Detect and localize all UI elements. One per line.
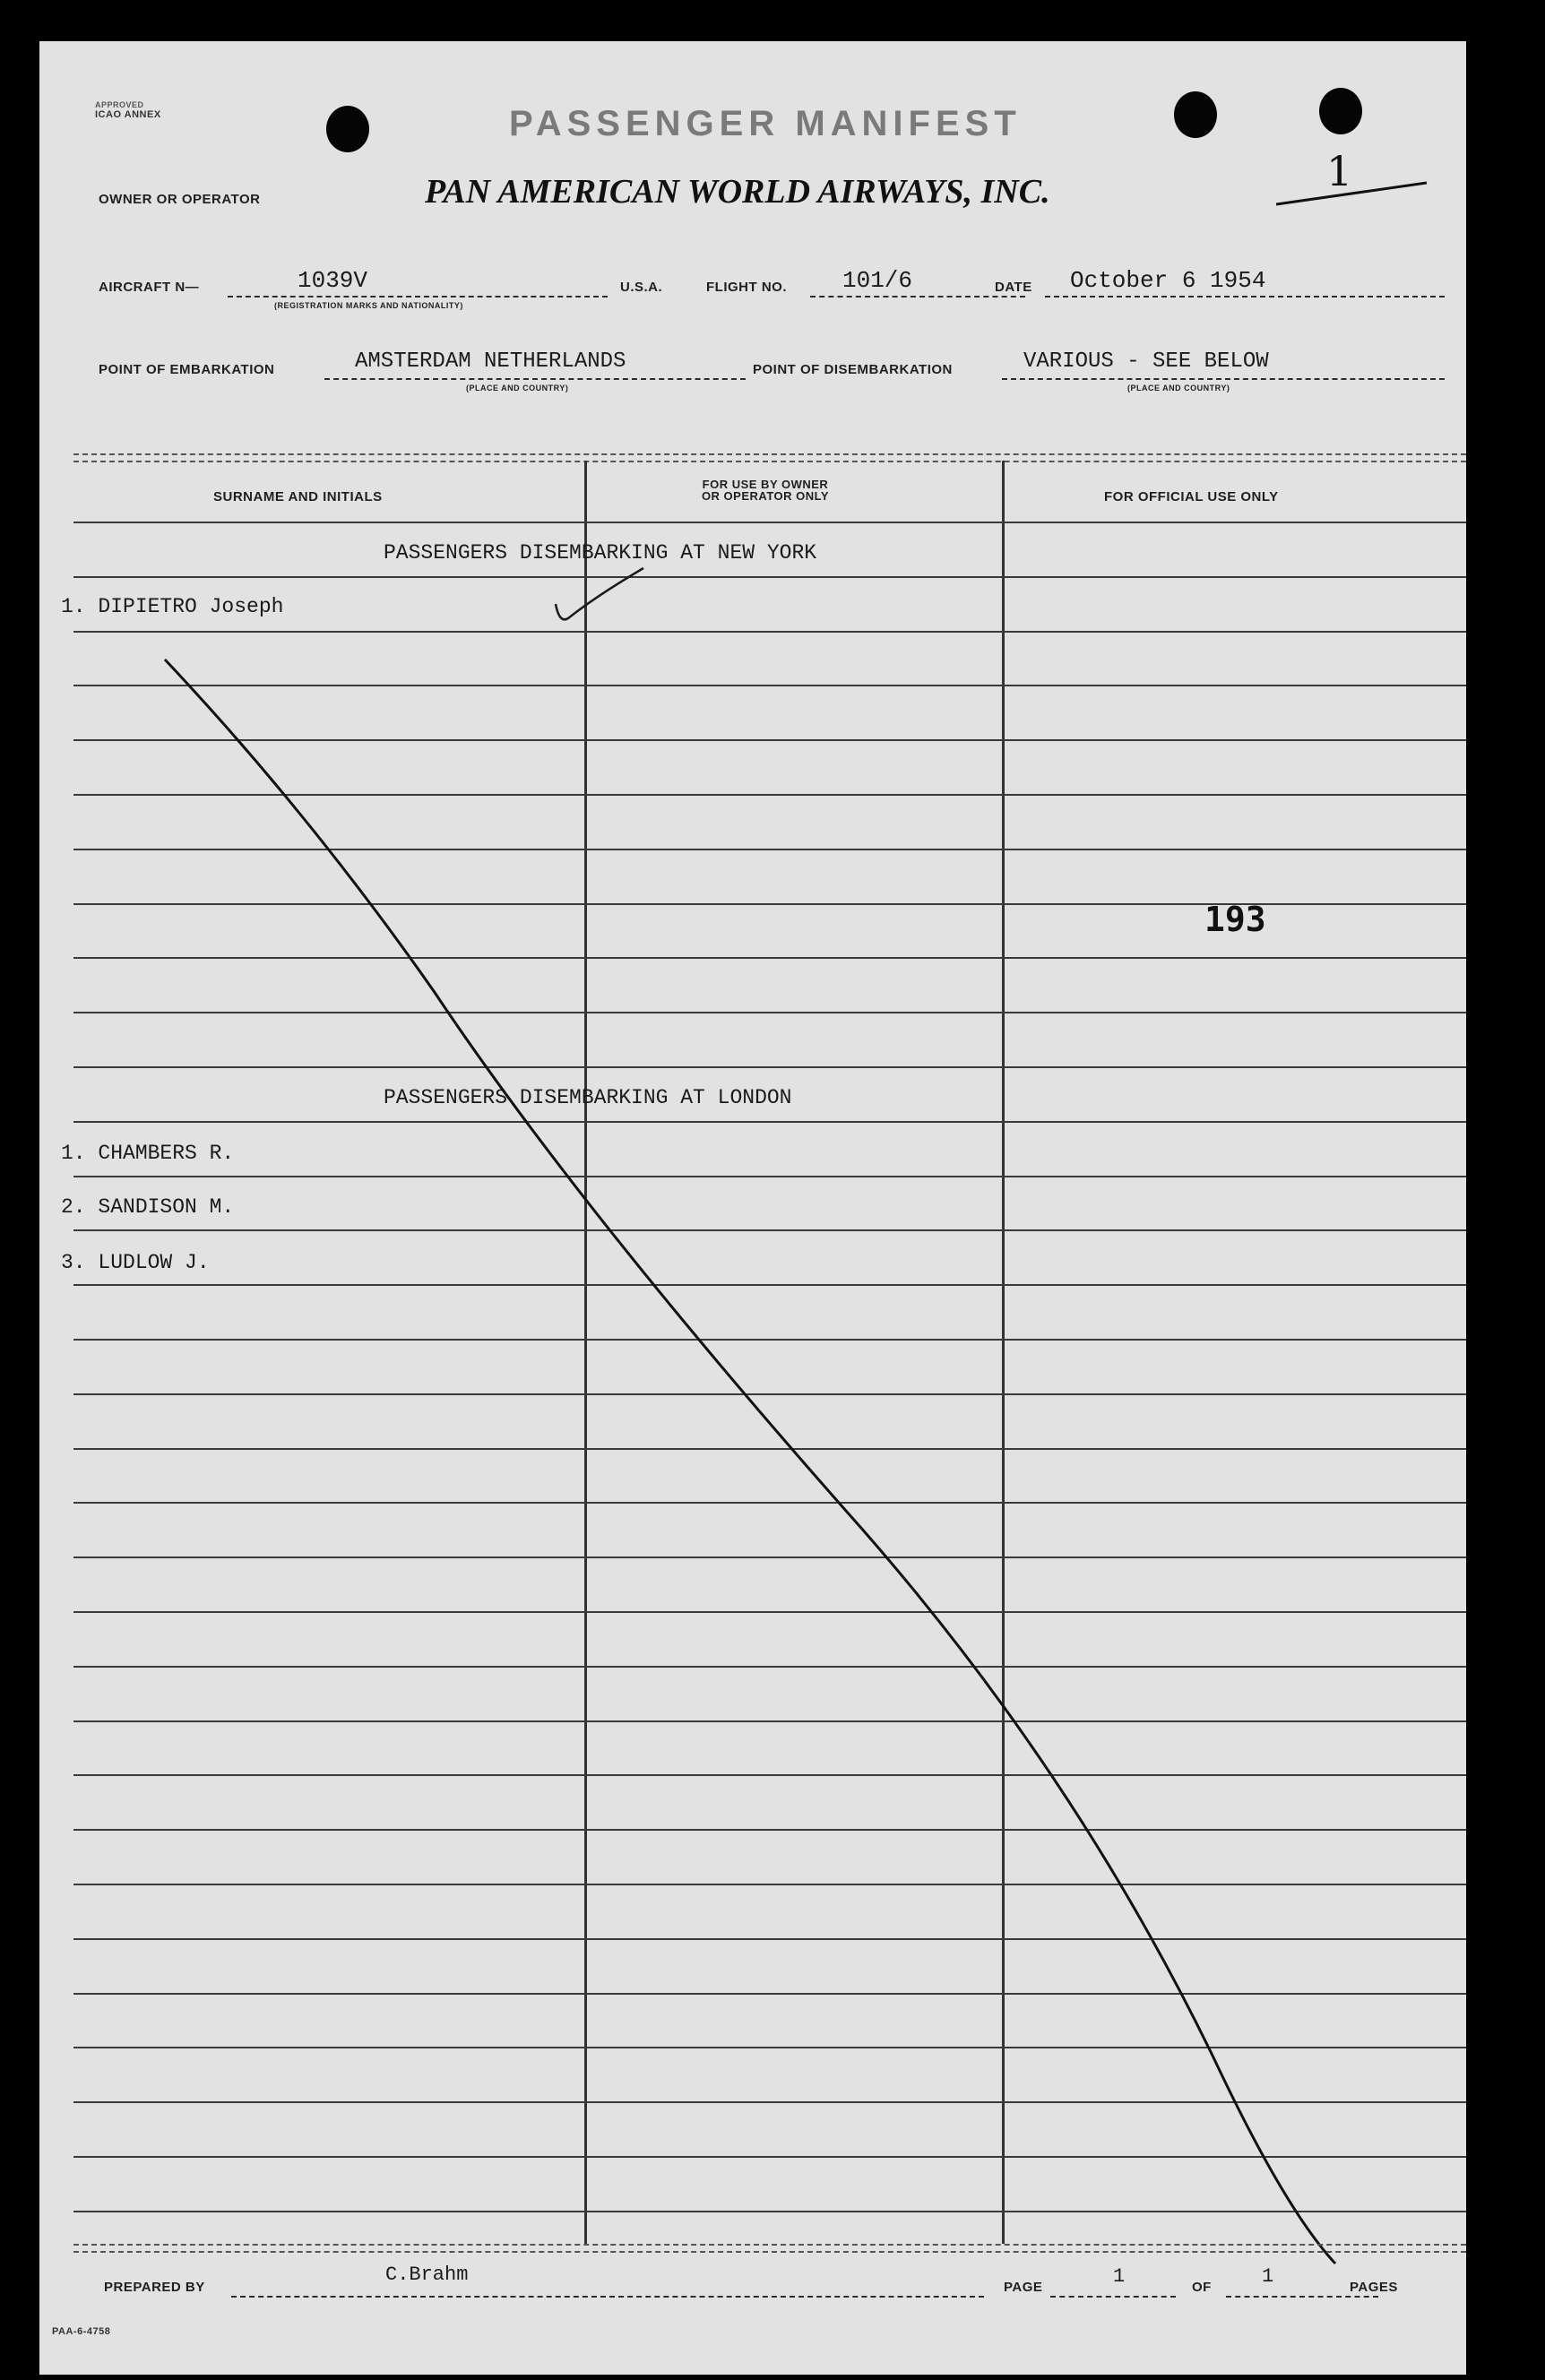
passenger-entry: 1. DIPIETRO Joseph [61,595,284,618]
column-header-line: FOR USE BY OWNER [702,478,829,491]
manifest-sheet [39,41,1466,2375]
disembark-value: VARIOUS - SEE BELOW [1023,349,1269,374]
prepared-by-value: C.Brahm [385,2264,469,2286]
date-value: October 6 1954 [1070,267,1266,294]
pages-value: 1 [1262,2265,1274,2288]
disembark-label: POINT OF DISEMBARKATION [753,362,953,377]
column-header-surname: SURNAME AND INITIALS [213,489,383,504]
passenger-entry: 1. CHAMBERS R. [61,1142,235,1165]
flight-value: 101/6 [842,267,913,294]
aircraft-label: AIRCRAFT N— [99,280,200,295]
table-bottom-rule [73,2251,1466,2253]
page-label: PAGE [1004,2280,1043,2295]
of-label: OF [1192,2280,1212,2295]
table-bottom-rule [73,2244,1466,2246]
page-value: 1 [1113,2265,1126,2288]
prepared-label: PREPARED BY [104,2280,205,2295]
disembark-caption: (PLACE AND COUNTRY) [1127,384,1230,392]
owner-label: OWNER OR OPERATOR [99,192,261,207]
page-mark: 1 [1326,147,1353,195]
column-header-line: OR OPERATOR ONLY [701,489,830,503]
form-code: PAA-6-4758 [52,2326,111,2337]
embark-label: POINT OF EMBARKATION [99,362,275,377]
date-label: DATE [995,280,1032,295]
stamp-line: APPROVED [95,100,144,109]
prepared-underline [231,2296,984,2298]
official-number: 193 [1204,900,1266,939]
country-label: U.S.A. [620,280,663,295]
pages-underline [1226,2296,1378,2298]
flight-label: FLIGHT NO. [706,280,787,295]
aircraft-value: 1039V [298,267,368,294]
page-underline [1050,2296,1176,2298]
cancel-stroke [39,41,1466,2375]
passenger-entry: 3. LUDLOW J. [61,1251,210,1274]
stamp-line: ICAO ANNEX [95,109,161,120]
owner-name: PAN AMERICAN WORLD AIRWAYS, INC. [425,173,1050,211]
passenger-entry: 2. SANDISON M. [61,1195,235,1219]
registration-caption: (REGISTRATION MARKS AND NATIONALITY) [274,301,463,310]
embark-value: AMSTERDAM NETHERLANDS [355,349,626,374]
embark-caption: (PLACE AND COUNTRY) [466,384,569,392]
pages-label: PAGES [1350,2280,1398,2295]
column-header-official: FOR OFFICIAL USE ONLY [1104,489,1279,504]
form-title: PASSENGER MANIFEST [509,104,1022,143]
section-heading: PASSENGERS DISEMBARKING AT NEW YORK [384,541,817,565]
section-heading: PASSENGERS DISEMBARKING AT LONDON [384,1086,792,1109]
